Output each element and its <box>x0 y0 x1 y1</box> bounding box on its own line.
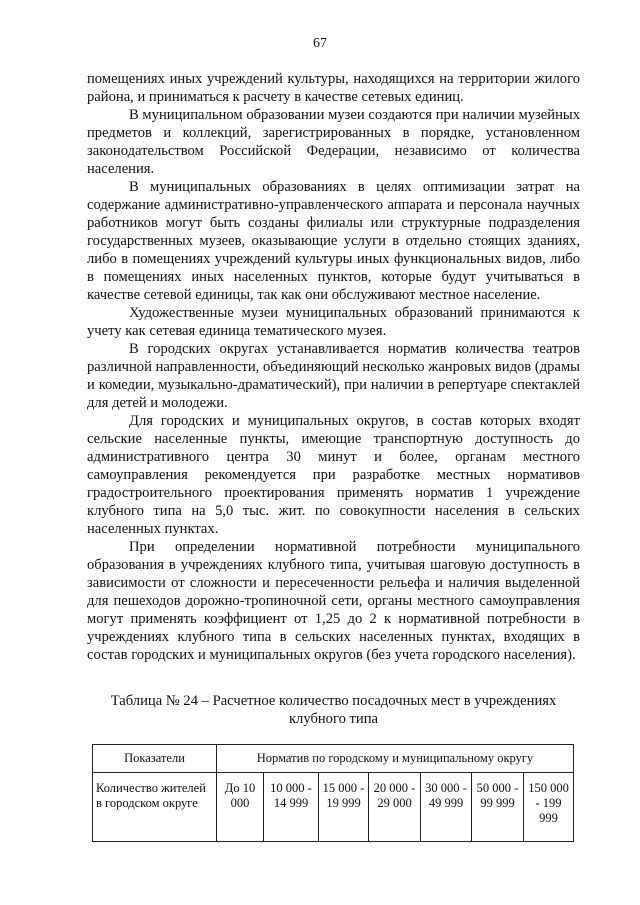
body-text <box>87 70 580 664</box>
table-header-row <box>93 745 574 773</box>
paragraph: Для городских и муниципальных округов, в состав которых входят сельские населенные пункты, имеющие транспортную доступность до административного центра 30 минут и более, органам местного самоуправления рекомендуется при разработке местных нормативов градостроительного проектирования применять норматив 1 учреждение клубного типа на 5,0 тыс. жит. по совокупности населения в сельских населенных пунктах. <box>87 413 580 537</box>
header-norm: Норматив по городскому и муниципальному округу <box>217 745 574 773</box>
paragraph: При определении нормативной потребности муниципального образования в учреждениях клубного типа, учитывая шаговую доступность в зависимости от сложности и пересеченности рельефа и наличия выделенной для пешеходов дорожно-тропиночной сети, органы местного самоуправления могут применять коэффициент от 1,25 до 2 к нормативной потребности в учреждениях клубного типа в сельских населенных пунктах, входящих в состав городских и муниципальных округов (без учета городского населения). <box>87 539 580 663</box>
table-cell: 20 000 - 29 000 <box>369 773 421 842</box>
table-row <box>93 773 574 842</box>
table-cell: 10 000 - 14 999 <box>264 773 319 842</box>
table-cell: 15 000 - 19 999 <box>319 773 369 842</box>
paragraph: помещениях иных учреждений культуры, находящихся на территории жилого района, и приниматься к расчету в качестве сетевых единиц. <box>87 71 580 105</box>
table-cell: 150 000 - 199 999 <box>524 773 574 842</box>
paragraph: В городских округах устанавливается норматив количества театров различной направленности, объединяющий несколько жанровых видов (драмы и комедии, музыкально-драматический), при наличии в репертуаре спектаклей для детей и молодежи. <box>87 341 580 411</box>
paragraph: В муниципальных образованиях в целях оптимизации затрат на содержание административно-управленческого аппарата и персонала научных работников могут быть созданы филиалы или структурные подразделения государственных музеев, оказывающие услуги в отдельно стоящих зданиях, либо в помещениях учреждений культуры иных функциональных видов, либо в помещениях иных населенных пунктов, которые будут учитываться в качестве сетевой единицы, так как они обслуживают местное население. <box>87 179 580 303</box>
paragraph: Художественные музеи муниципальных образований принимаются к учету как сетевая единица тематического музея. <box>87 305 580 339</box>
header-indicators: Показатели <box>93 745 217 773</box>
norm-table <box>92 744 574 842</box>
table-caption: Таблица № 24 – Расчетное количество посадочных мест в учреждениях клубного типа <box>110 693 557 727</box>
table-cell: До 10 000 <box>217 773 264 842</box>
page-number: 67 <box>313 36 327 51</box>
table-cell: 30 000 - 49 999 <box>421 773 472 842</box>
table-cell: 50 000 - 99 999 <box>472 773 524 842</box>
paragraph: В муниципальном образовании музеи создаются при наличии музейных предметов и коллекций, зарегистрированных в порядке, установленном законодательством Российской Федерации, независимо от количества населения. <box>87 107 580 177</box>
row-label: Количество жителей в городском округе <box>93 773 217 842</box>
